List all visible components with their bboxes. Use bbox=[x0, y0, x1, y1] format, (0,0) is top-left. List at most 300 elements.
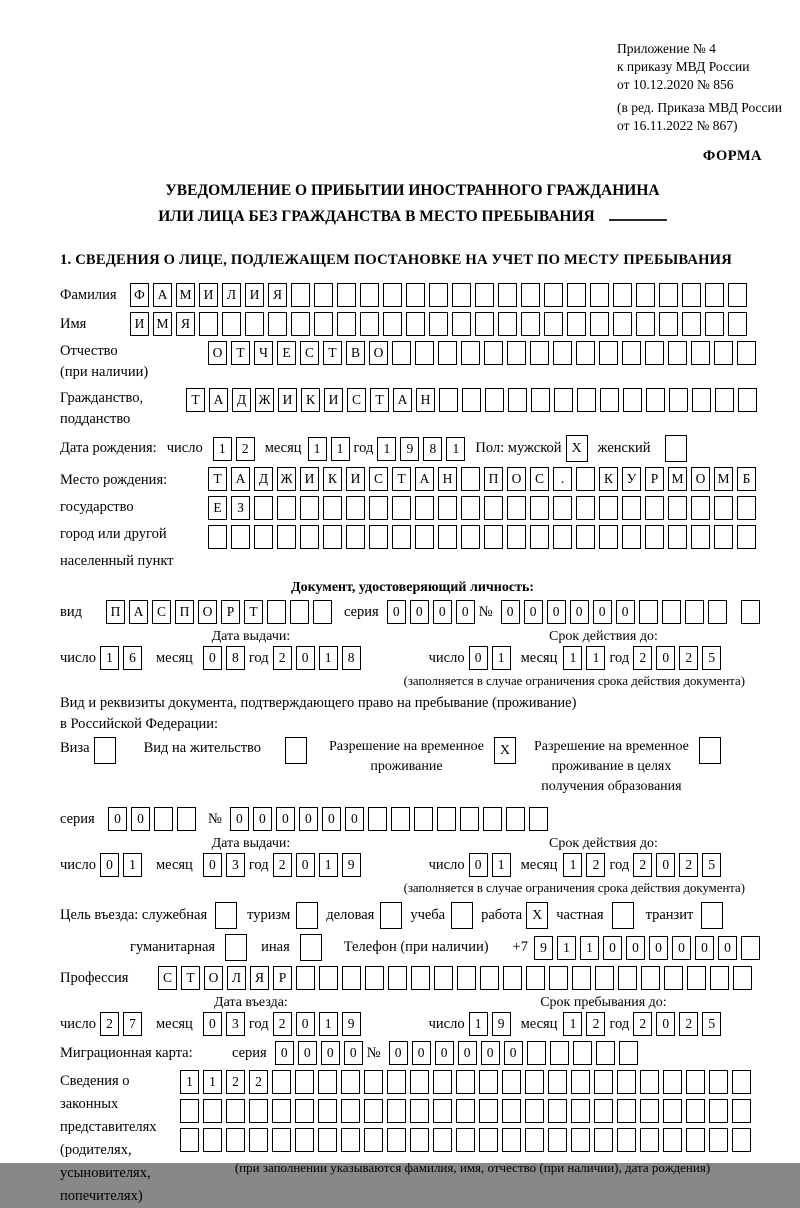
char-cell[interactable]: 7 bbox=[123, 1012, 142, 1036]
char-cell[interactable] bbox=[732, 1099, 751, 1123]
char-cell[interactable]: А bbox=[209, 388, 228, 412]
char-cell[interactable] bbox=[290, 600, 309, 624]
char-cell[interactable] bbox=[553, 496, 572, 520]
char-cell[interactable]: И bbox=[199, 283, 218, 307]
purpose-business-checkbox-cell[interactable] bbox=[215, 902, 237, 929]
char-cell[interactable] bbox=[300, 525, 319, 549]
char-cell[interactable]: С bbox=[530, 467, 549, 491]
char-cell[interactable]: А bbox=[129, 600, 148, 624]
char-cell[interactable] bbox=[668, 525, 687, 549]
char-cell[interactable]: 2 bbox=[679, 1012, 698, 1036]
char-cell[interactable] bbox=[738, 388, 757, 412]
char-cell[interactable]: 2 bbox=[633, 1012, 652, 1036]
char-cell[interactable] bbox=[508, 388, 527, 412]
char-cell[interactable]: 2 bbox=[273, 853, 292, 877]
char-cell[interactable] bbox=[548, 1099, 567, 1123]
char-cell[interactable]: 6 bbox=[123, 646, 142, 670]
char-cell[interactable]: А bbox=[415, 467, 434, 491]
char-cell[interactable] bbox=[383, 283, 402, 307]
char-cell[interactable] bbox=[346, 496, 365, 520]
char-cell[interactable]: 2 bbox=[273, 1012, 292, 1036]
phone-cell[interactable]: 0 bbox=[626, 936, 645, 960]
char-cell[interactable] bbox=[640, 1128, 659, 1152]
char-cell[interactable]: 0 bbox=[108, 807, 127, 831]
char-cell[interactable]: К bbox=[301, 388, 320, 412]
char-cell[interactable] bbox=[433, 1099, 452, 1123]
char-cell[interactable] bbox=[709, 1128, 728, 1152]
char-cell[interactable] bbox=[590, 312, 609, 336]
char-cell[interactable] bbox=[645, 525, 664, 549]
char-cell[interactable]: П bbox=[106, 600, 125, 624]
char-cell[interactable] bbox=[438, 525, 457, 549]
char-cell[interactable]: М bbox=[153, 312, 172, 336]
char-cell[interactable] bbox=[640, 1099, 659, 1123]
char-cell[interactable]: 2 bbox=[679, 646, 698, 670]
char-cell[interactable] bbox=[318, 1099, 337, 1123]
char-cell[interactable] bbox=[502, 1128, 521, 1152]
char-cell[interactable] bbox=[272, 1099, 291, 1123]
char-cell[interactable] bbox=[576, 496, 595, 520]
char-cell[interactable] bbox=[222, 312, 241, 336]
char-cell[interactable]: Д bbox=[254, 467, 273, 491]
char-cell[interactable]: 0 bbox=[570, 600, 589, 624]
char-cell[interactable]: 1 bbox=[123, 853, 142, 877]
char-cell[interactable]: Л bbox=[222, 283, 241, 307]
char-cell[interactable] bbox=[728, 283, 747, 307]
char-cell[interactable] bbox=[600, 388, 619, 412]
char-cell[interactable]: Т bbox=[370, 388, 389, 412]
char-cell[interactable]: 0 bbox=[435, 1041, 454, 1065]
char-cell[interactable] bbox=[507, 341, 526, 365]
char-cell[interactable] bbox=[318, 1070, 337, 1094]
char-cell[interactable] bbox=[503, 966, 522, 990]
char-cell[interactable] bbox=[732, 1128, 751, 1152]
char-cell[interactable] bbox=[663, 1099, 682, 1123]
char-cell[interactable] bbox=[208, 525, 227, 549]
char-cell[interactable] bbox=[708, 600, 727, 624]
char-cell[interactable]: И bbox=[324, 388, 343, 412]
char-cell[interactable]: 0 bbox=[276, 807, 295, 831]
char-cell[interactable]: 1 bbox=[213, 437, 232, 461]
char-cell[interactable] bbox=[622, 341, 641, 365]
char-cell[interactable]: М bbox=[714, 467, 733, 491]
char-cell[interactable]: Т bbox=[323, 341, 342, 365]
char-cell[interactable] bbox=[682, 312, 701, 336]
char-cell[interactable]: 0 bbox=[230, 807, 249, 831]
char-cell[interactable] bbox=[460, 807, 479, 831]
char-cell[interactable] bbox=[291, 283, 310, 307]
char-cell[interactable]: 0 bbox=[456, 600, 475, 624]
char-cell[interactable] bbox=[410, 1099, 429, 1123]
char-cell[interactable] bbox=[530, 525, 549, 549]
purpose-other-checkbox[interactable] bbox=[300, 934, 326, 961]
char-cell[interactable] bbox=[456, 1128, 475, 1152]
char-cell[interactable] bbox=[553, 341, 572, 365]
char-cell[interactable] bbox=[199, 312, 218, 336]
char-cell[interactable] bbox=[636, 283, 655, 307]
char-cell[interactable] bbox=[369, 496, 388, 520]
char-cell[interactable]: 1 bbox=[331, 437, 350, 461]
char-cell[interactable]: С bbox=[152, 600, 171, 624]
char-cell[interactable] bbox=[410, 1128, 429, 1152]
rvp-education-checkbox-cell[interactable] bbox=[699, 737, 721, 764]
char-cell[interactable] bbox=[479, 1099, 498, 1123]
char-cell[interactable]: 1 bbox=[180, 1070, 199, 1094]
char-cell[interactable]: С bbox=[347, 388, 366, 412]
rvp-education-checkbox[interactable] bbox=[699, 737, 725, 764]
sex-female-checkbox[interactable] bbox=[665, 435, 691, 462]
char-cell[interactable]: Р bbox=[273, 966, 292, 990]
char-cell[interactable]: Я bbox=[268, 283, 287, 307]
char-cell[interactable]: 0 bbox=[299, 807, 318, 831]
char-cell[interactable] bbox=[452, 283, 471, 307]
char-cell[interactable]: 0 bbox=[203, 646, 222, 670]
char-cell[interactable] bbox=[526, 966, 545, 990]
visa-checkbox[interactable] bbox=[94, 737, 120, 764]
char-cell[interactable] bbox=[636, 312, 655, 336]
char-cell[interactable] bbox=[669, 388, 688, 412]
char-cell[interactable] bbox=[387, 1070, 406, 1094]
char-cell[interactable] bbox=[479, 1128, 498, 1152]
char-cell[interactable] bbox=[613, 312, 632, 336]
char-cell[interactable] bbox=[319, 966, 338, 990]
char-cell[interactable] bbox=[686, 1099, 705, 1123]
char-cell[interactable] bbox=[663, 1070, 682, 1094]
char-cell[interactable] bbox=[732, 1070, 751, 1094]
char-cell[interactable]: 0 bbox=[501, 600, 520, 624]
char-cell[interactable]: О bbox=[198, 600, 217, 624]
char-cell[interactable] bbox=[410, 1070, 429, 1094]
char-cell[interactable] bbox=[507, 525, 526, 549]
char-cell[interactable] bbox=[484, 341, 503, 365]
char-cell[interactable] bbox=[272, 1070, 291, 1094]
char-cell[interactable] bbox=[710, 966, 729, 990]
char-cell[interactable] bbox=[249, 1128, 268, 1152]
char-cell[interactable]: И bbox=[245, 283, 264, 307]
char-cell[interactable] bbox=[502, 1070, 521, 1094]
char-cell[interactable]: 0 bbox=[593, 600, 612, 624]
char-cell[interactable] bbox=[254, 525, 273, 549]
char-cell[interactable]: А bbox=[153, 283, 172, 307]
char-cell[interactable] bbox=[387, 1128, 406, 1152]
phone-cell[interactable]: 0 bbox=[672, 936, 691, 960]
char-cell[interactable] bbox=[360, 283, 379, 307]
char-cell[interactable] bbox=[414, 807, 433, 831]
char-cell[interactable] bbox=[337, 312, 356, 336]
purpose-transit-checkbox[interactable] bbox=[701, 902, 727, 929]
sex-male-checkbox-cell[interactable]: X bbox=[566, 435, 588, 462]
char-cell[interactable] bbox=[567, 312, 586, 336]
char-cell[interactable] bbox=[485, 388, 504, 412]
char-cell[interactable] bbox=[245, 312, 264, 336]
char-cell[interactable] bbox=[619, 1041, 638, 1065]
char-cell[interactable] bbox=[461, 467, 480, 491]
char-cell[interactable]: И bbox=[130, 312, 149, 336]
char-cell[interactable]: 0 bbox=[298, 1041, 317, 1065]
char-cell[interactable] bbox=[415, 341, 434, 365]
char-cell[interactable] bbox=[530, 496, 549, 520]
char-cell[interactable] bbox=[622, 525, 641, 549]
purpose-private-checkbox[interactable] bbox=[612, 902, 638, 929]
char-cell[interactable]: Т bbox=[231, 341, 250, 365]
char-cell[interactable]: Т bbox=[392, 467, 411, 491]
char-cell[interactable] bbox=[572, 966, 591, 990]
char-cell[interactable] bbox=[548, 1070, 567, 1094]
char-cell[interactable] bbox=[461, 496, 480, 520]
char-cell[interactable]: 0 bbox=[321, 1041, 340, 1065]
char-cell[interactable]: 9 bbox=[492, 1012, 511, 1036]
char-cell[interactable]: 0 bbox=[547, 600, 566, 624]
char-cell[interactable] bbox=[337, 283, 356, 307]
char-cell[interactable]: Т bbox=[244, 600, 263, 624]
purpose-study-checkbox[interactable] bbox=[451, 902, 477, 929]
char-cell[interactable] bbox=[318, 1128, 337, 1152]
purpose-work-checkbox-cell[interactable]: X bbox=[526, 902, 548, 929]
char-cell[interactable] bbox=[659, 312, 678, 336]
char-cell[interactable] bbox=[506, 807, 525, 831]
char-cell[interactable]: 0 bbox=[410, 600, 429, 624]
char-cell[interactable] bbox=[662, 600, 681, 624]
char-cell[interactable] bbox=[452, 312, 471, 336]
char-cell[interactable]: 0 bbox=[203, 853, 222, 877]
char-cell[interactable] bbox=[663, 1128, 682, 1152]
char-cell[interactable] bbox=[277, 525, 296, 549]
purpose-private-checkbox-cell[interactable] bbox=[612, 902, 634, 929]
char-cell[interactable]: О bbox=[507, 467, 526, 491]
char-cell[interactable] bbox=[571, 1128, 590, 1152]
purpose-tourism-checkbox[interactable] bbox=[296, 902, 322, 929]
purpose-study-checkbox-cell[interactable] bbox=[451, 902, 473, 929]
char-cell[interactable] bbox=[705, 312, 724, 336]
char-cell[interactable]: И bbox=[300, 467, 319, 491]
char-cell[interactable] bbox=[267, 600, 286, 624]
char-cell[interactable] bbox=[645, 341, 664, 365]
char-cell[interactable] bbox=[527, 1041, 546, 1065]
char-cell[interactable] bbox=[360, 312, 379, 336]
rvp-checkbox[interactable] bbox=[494, 737, 520, 764]
char-cell[interactable]: 2 bbox=[586, 1012, 605, 1036]
char-cell[interactable] bbox=[300, 496, 319, 520]
char-cell[interactable] bbox=[691, 341, 710, 365]
char-cell[interactable] bbox=[411, 966, 430, 990]
char-cell[interactable]: 0 bbox=[616, 600, 635, 624]
char-cell[interactable] bbox=[475, 312, 494, 336]
char-cell[interactable] bbox=[498, 312, 517, 336]
char-cell[interactable] bbox=[554, 388, 573, 412]
char-cell[interactable] bbox=[415, 525, 434, 549]
char-cell[interactable] bbox=[226, 1099, 245, 1123]
char-cell[interactable] bbox=[154, 807, 173, 831]
char-cell[interactable] bbox=[567, 283, 586, 307]
char-cell[interactable] bbox=[737, 496, 756, 520]
char-cell[interactable]: А bbox=[393, 388, 412, 412]
char-cell[interactable]: 2 bbox=[633, 853, 652, 877]
char-cell[interactable]: Т bbox=[181, 966, 200, 990]
phone-cell[interactable]: 0 bbox=[695, 936, 714, 960]
char-cell[interactable] bbox=[180, 1099, 199, 1123]
char-cell[interactable] bbox=[576, 341, 595, 365]
char-cell[interactable]: О bbox=[204, 966, 223, 990]
purpose-business-checkbox[interactable] bbox=[215, 902, 241, 929]
char-cell[interactable] bbox=[406, 312, 425, 336]
char-cell[interactable] bbox=[599, 525, 618, 549]
char-cell[interactable]: 8 bbox=[423, 437, 442, 461]
char-cell[interactable]: М bbox=[176, 283, 195, 307]
char-cell[interactable]: С bbox=[300, 341, 319, 365]
char-cell[interactable]: 5 bbox=[702, 1012, 721, 1036]
char-cell[interactable] bbox=[571, 1099, 590, 1123]
char-cell[interactable]: 0 bbox=[656, 646, 675, 670]
char-cell[interactable] bbox=[364, 1070, 383, 1094]
purpose-commercial-checkbox-cell[interactable] bbox=[380, 902, 402, 929]
char-cell[interactable]: 5 bbox=[702, 853, 721, 877]
char-cell[interactable]: 5 bbox=[702, 646, 721, 670]
char-cell[interactable] bbox=[249, 1099, 268, 1123]
char-cell[interactable]: Е bbox=[277, 341, 296, 365]
char-cell[interactable]: Т bbox=[208, 467, 227, 491]
char-cell[interactable] bbox=[295, 1099, 314, 1123]
char-cell[interactable] bbox=[295, 1070, 314, 1094]
char-cell[interactable] bbox=[439, 388, 458, 412]
char-cell[interactable] bbox=[177, 807, 196, 831]
char-cell[interactable] bbox=[664, 966, 683, 990]
char-cell[interactable] bbox=[571, 1070, 590, 1094]
char-cell[interactable] bbox=[576, 525, 595, 549]
char-cell[interactable] bbox=[622, 496, 641, 520]
char-cell[interactable]: 0 bbox=[344, 1041, 363, 1065]
char-cell[interactable] bbox=[203, 1099, 222, 1123]
char-cell[interactable] bbox=[226, 1128, 245, 1152]
char-cell[interactable] bbox=[483, 807, 502, 831]
char-cell[interactable] bbox=[406, 283, 425, 307]
char-cell[interactable] bbox=[525, 1070, 544, 1094]
char-cell[interactable]: 0 bbox=[345, 807, 364, 831]
char-cell[interactable] bbox=[314, 312, 333, 336]
char-cell[interactable] bbox=[521, 312, 540, 336]
char-cell[interactable] bbox=[272, 1128, 291, 1152]
char-cell[interactable]: Т bbox=[186, 388, 205, 412]
char-cell[interactable] bbox=[577, 388, 596, 412]
char-cell[interactable] bbox=[434, 966, 453, 990]
char-cell[interactable]: С bbox=[369, 467, 388, 491]
char-cell[interactable] bbox=[254, 496, 273, 520]
char-cell[interactable]: 1 bbox=[446, 437, 465, 461]
char-cell[interactable]: Н bbox=[438, 467, 457, 491]
char-cell[interactable]: 1 bbox=[377, 437, 396, 461]
char-cell[interactable]: 0 bbox=[656, 853, 675, 877]
char-cell[interactable] bbox=[714, 525, 733, 549]
char-cell[interactable] bbox=[618, 966, 637, 990]
char-cell[interactable] bbox=[548, 1128, 567, 1152]
purpose-tourism-checkbox-cell[interactable] bbox=[296, 902, 318, 929]
purpose-work-checkbox[interactable] bbox=[526, 902, 552, 929]
char-cell[interactable]: П bbox=[175, 600, 194, 624]
char-cell[interactable] bbox=[714, 496, 733, 520]
phone-cell[interactable]: 0 bbox=[649, 936, 668, 960]
char-cell[interactable]: 3 bbox=[226, 853, 245, 877]
char-cell[interactable] bbox=[277, 496, 296, 520]
char-cell[interactable] bbox=[594, 1099, 613, 1123]
char-cell[interactable]: 2 bbox=[273, 646, 292, 670]
char-cell[interactable] bbox=[433, 1128, 452, 1152]
char-cell[interactable] bbox=[429, 312, 448, 336]
char-cell[interactable] bbox=[456, 1099, 475, 1123]
char-cell[interactable] bbox=[596, 1041, 615, 1065]
char-cell[interactable] bbox=[521, 283, 540, 307]
char-cell[interactable]: 2 bbox=[226, 1070, 245, 1094]
char-cell[interactable] bbox=[415, 496, 434, 520]
char-cell[interactable]: 0 bbox=[131, 807, 150, 831]
char-cell[interactable] bbox=[645, 496, 664, 520]
char-cell[interactable] bbox=[640, 1070, 659, 1094]
char-cell[interactable] bbox=[429, 283, 448, 307]
purpose-transit-checkbox-cell[interactable] bbox=[701, 902, 723, 929]
char-cell[interactable]: О bbox=[691, 467, 710, 491]
char-cell[interactable] bbox=[686, 1128, 705, 1152]
char-cell[interactable] bbox=[715, 388, 734, 412]
char-cell[interactable]: 0 bbox=[296, 646, 315, 670]
char-cell[interactable] bbox=[617, 1099, 636, 1123]
char-cell[interactable]: 0 bbox=[504, 1041, 523, 1065]
char-cell[interactable]: 9 bbox=[342, 1012, 361, 1036]
phone-cell[interactable]: 0 bbox=[603, 936, 622, 960]
char-cell[interactable] bbox=[553, 525, 572, 549]
char-cell[interactable]: 2 bbox=[633, 646, 652, 670]
char-cell[interactable] bbox=[544, 312, 563, 336]
char-cell[interactable]: 0 bbox=[458, 1041, 477, 1065]
char-cell[interactable]: 0 bbox=[296, 853, 315, 877]
char-cell[interactable]: Ф bbox=[130, 283, 149, 307]
char-cell[interactable] bbox=[346, 525, 365, 549]
char-cell[interactable] bbox=[438, 341, 457, 365]
char-cell[interactable] bbox=[388, 966, 407, 990]
char-cell[interactable] bbox=[484, 496, 503, 520]
char-cell[interactable]: 0 bbox=[387, 600, 406, 624]
purpose-other-checkbox-cell[interactable] bbox=[300, 934, 322, 961]
char-cell[interactable] bbox=[437, 807, 456, 831]
char-cell[interactable]: 0 bbox=[296, 1012, 315, 1036]
char-cell[interactable]: Я bbox=[176, 312, 195, 336]
char-cell[interactable] bbox=[544, 283, 563, 307]
purpose-commercial-checkbox[interactable] bbox=[380, 902, 406, 929]
char-cell[interactable] bbox=[686, 1070, 705, 1094]
char-cell[interactable]: 1 bbox=[100, 646, 119, 670]
char-cell[interactable]: 0 bbox=[412, 1041, 431, 1065]
char-cell[interactable] bbox=[462, 388, 481, 412]
char-cell[interactable] bbox=[461, 525, 480, 549]
phone-cell[interactable] bbox=[741, 936, 760, 960]
char-cell[interactable]: 1 bbox=[469, 1012, 488, 1036]
char-cell[interactable] bbox=[341, 1070, 360, 1094]
char-cell[interactable] bbox=[705, 283, 724, 307]
residence-permit-checkbox[interactable] bbox=[285, 737, 311, 764]
char-cell[interactable] bbox=[507, 496, 526, 520]
char-cell[interactable] bbox=[573, 1041, 592, 1065]
char-cell[interactable] bbox=[457, 966, 476, 990]
char-cell[interactable]: 0 bbox=[275, 1041, 294, 1065]
char-cell[interactable]: А bbox=[231, 467, 250, 491]
char-cell[interactable] bbox=[313, 600, 332, 624]
phone-cell[interactable]: 1 bbox=[557, 936, 576, 960]
char-cell[interactable] bbox=[741, 600, 760, 624]
char-cell[interactable]: Ч bbox=[254, 341, 273, 365]
char-cell[interactable] bbox=[392, 341, 411, 365]
char-cell[interactable]: 1 bbox=[563, 853, 582, 877]
char-cell[interactable] bbox=[594, 1070, 613, 1094]
char-cell[interactable]: Р bbox=[645, 467, 664, 491]
char-cell[interactable] bbox=[364, 1099, 383, 1123]
char-cell[interactable] bbox=[392, 525, 411, 549]
